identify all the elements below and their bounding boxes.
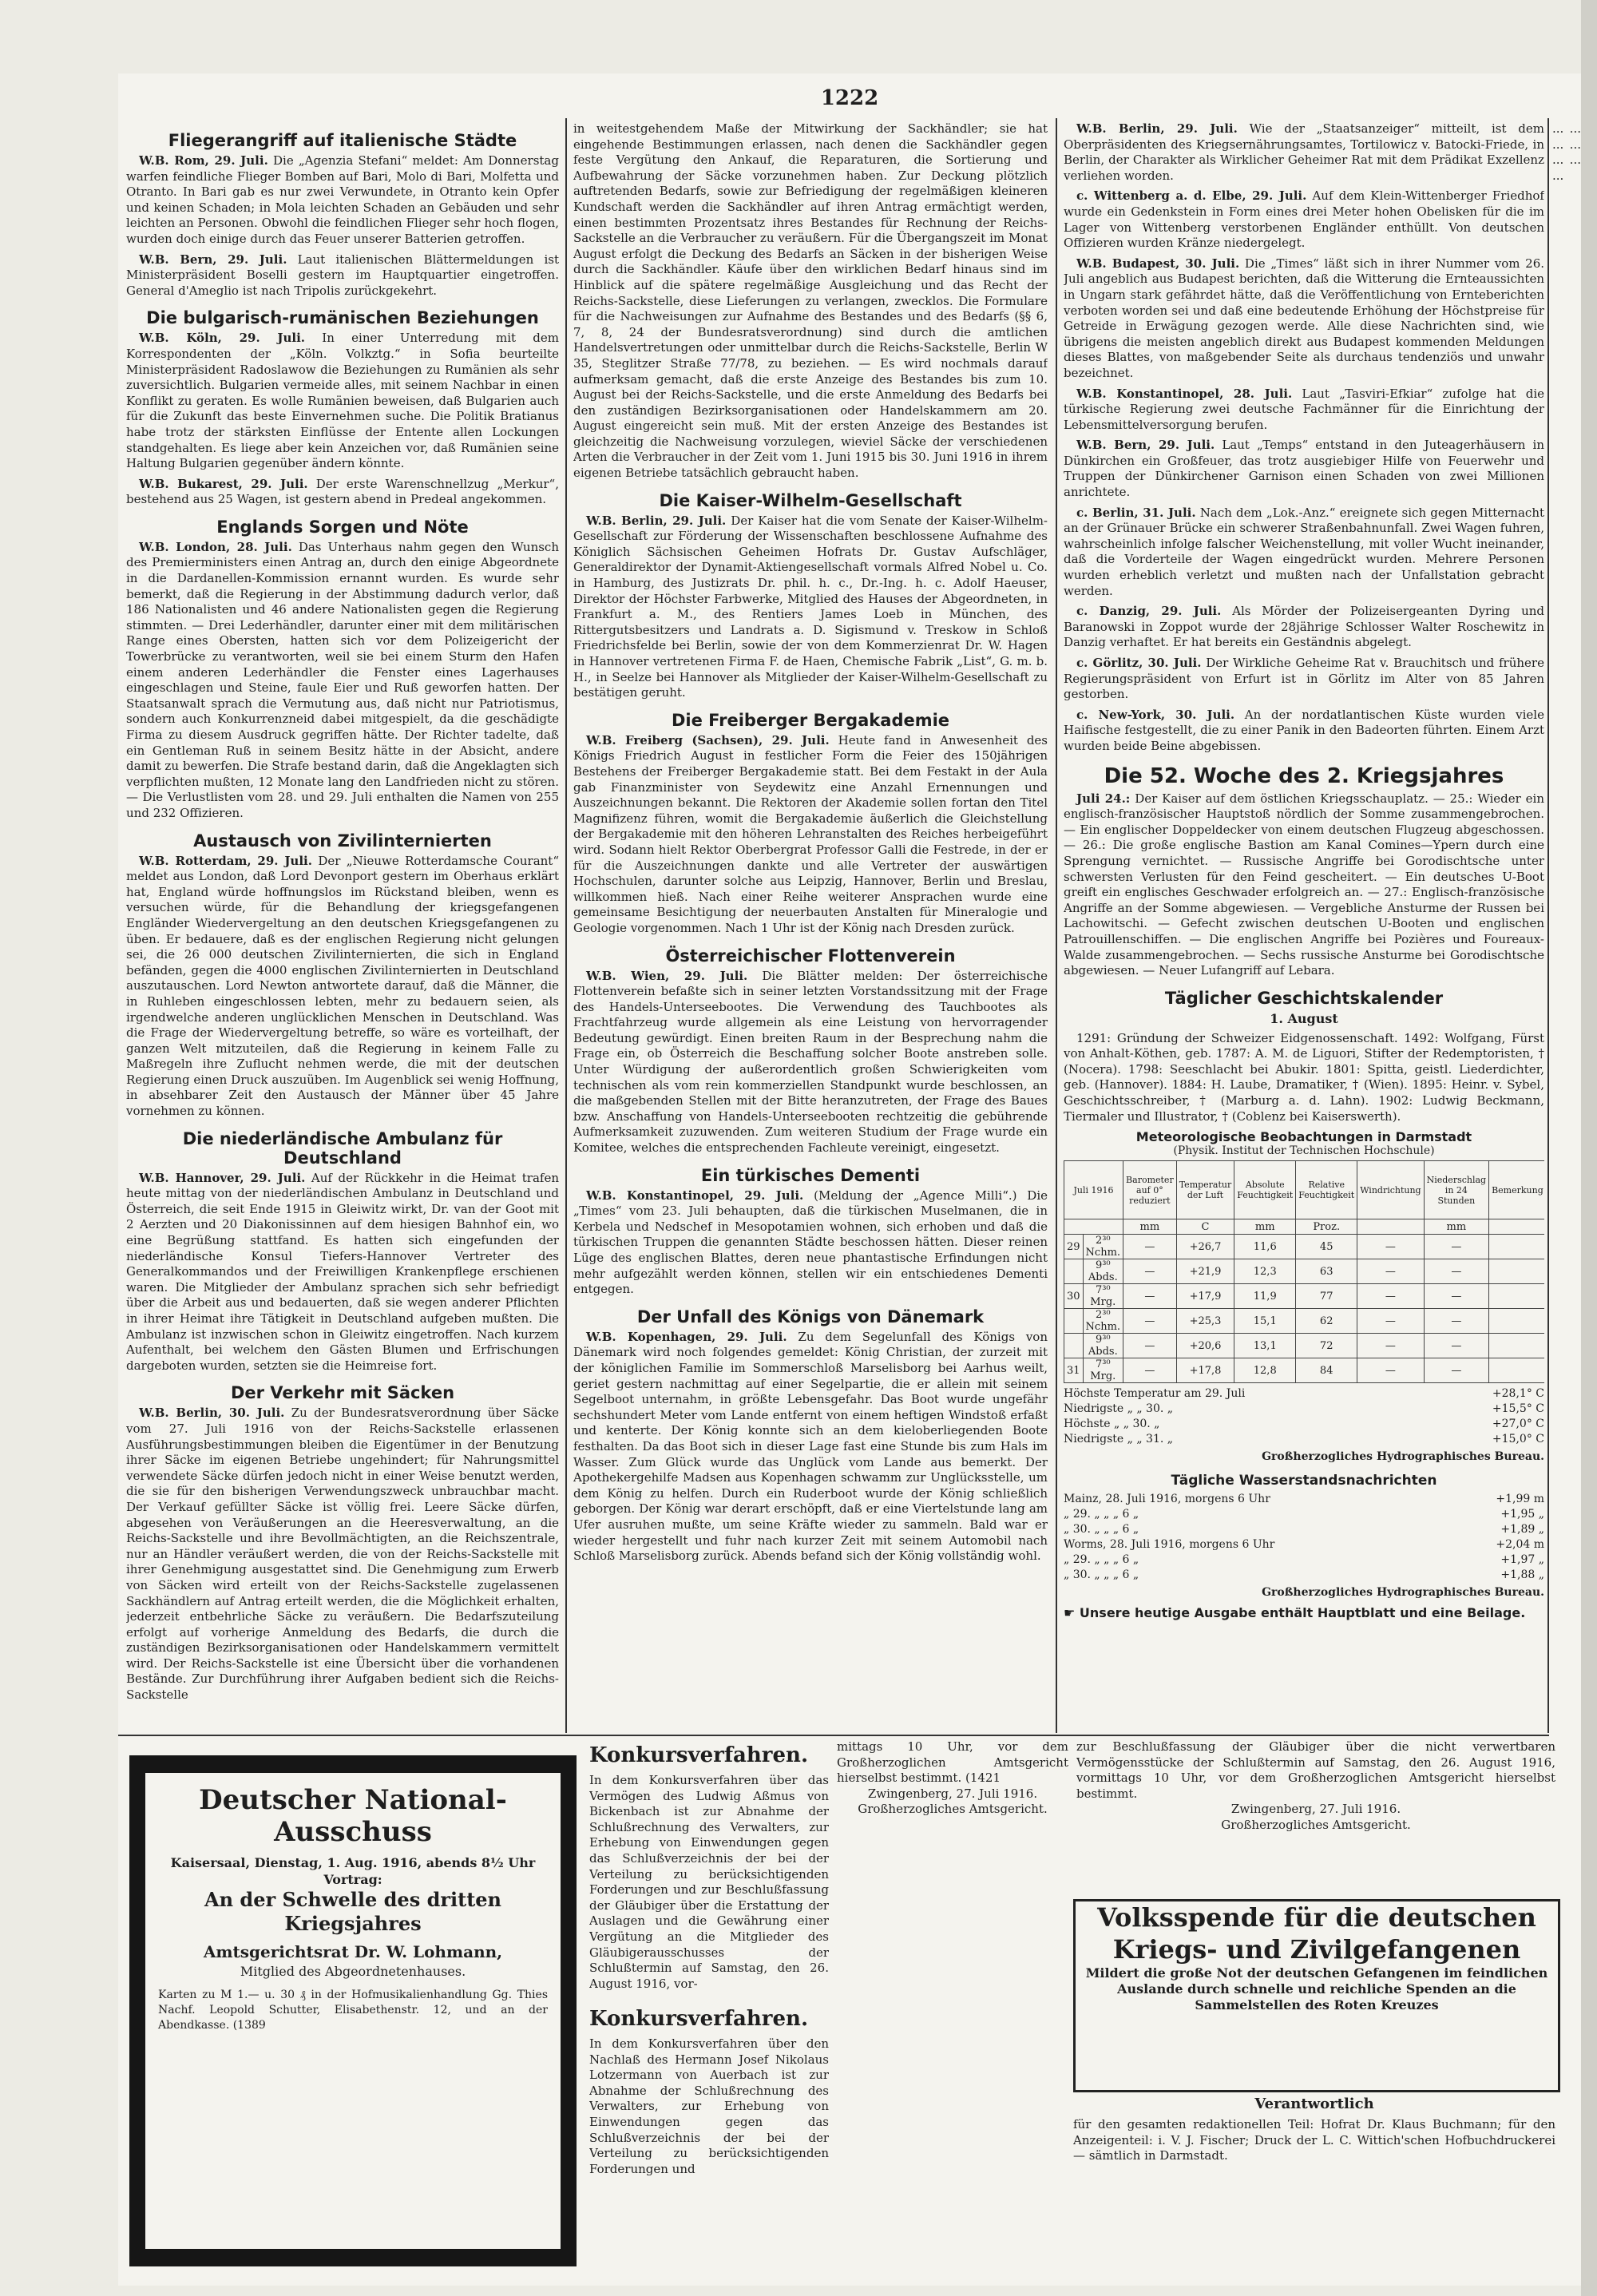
table-cell: — <box>1424 1235 1488 1259</box>
dateline: c. Danzig, 29. Juli. <box>1076 604 1222 619</box>
table-cell: — <box>1123 1358 1177 1383</box>
extreme-value: +15,0° C <box>1492 1433 1544 1446</box>
dateline: c. New-York, 30. Juli. <box>1076 707 1235 722</box>
notice-place: Zwingenberg, 27. Juli 1916. <box>867 1786 1038 1801</box>
table-cell: +17,9 <box>1176 1284 1234 1309</box>
table-cell: 72 <box>1296 1334 1357 1358</box>
water-level-label: „ 29. „ „ „ 6 „ <box>1064 1553 1139 1567</box>
dateline: W.B. Bern, 29. Juli. <box>139 252 287 267</box>
table-unit: C <box>1176 1219 1234 1235</box>
volksspende-text: Mildert die große Not der deutschen Gefangenen im feindlichen Auslande durch schnelle und reichliche Spenden an die Sammelstellen des Roten Kreuzes <box>1085 1965 1548 2012</box>
table-cell: 7³⁰ Mrg. <box>1083 1284 1123 1309</box>
table-cell: — <box>1357 1235 1424 1259</box>
speaker-title: Mitglied des Abgeordnetenhauses. <box>240 1964 466 1979</box>
meteorology-table <box>1064 1160 1544 1383</box>
notice-title: Konkursverfahren. <box>589 2007 809 2031</box>
article-paragraph <box>126 477 559 508</box>
table-cell: 11,6 <box>1234 1235 1296 1259</box>
notice-text: In dem Konkursverfahren über das Vermögen des Ludwig Aßmus von Bickenbach ist zur Abnahme der Schlußrechnung des Verwalters, zur Erhebung von Einwendungen gegen das Schlußverzeichnis der bei der Verteilung zu berücksichtigenden Forderungen und zur Beschlußfassung der Gläubiger über die Erstattung der Auslagen und die Gewährung einer Vergütung an die Mitglieder des Gläubigerausschusses der Schlußtermin auf Samstag, den 26. August 1916, vor- <box>589 1773 829 1991</box>
table-cell <box>1064 1334 1084 1358</box>
paragraph-text: An der nordatlantischen Küste wurden viele Haifische festgestellt, die zu einer Panik in den Badeorten führten. Einem Arzt wurden beide Beine abgebissen. <box>1064 707 1544 753</box>
table-cell: 9³⁰ Abds. <box>1083 1259 1123 1284</box>
article-headline: Der Unfall des Königs von Dänemark <box>636 1307 985 1326</box>
table-cell <box>1489 1284 1544 1309</box>
ad-venue: Kaisersaal, Dienstag, 1. Aug. 1916, abends 8½ Uhr <box>170 1855 536 1870</box>
table-unit <box>1357 1219 1424 1235</box>
table-cell: 12,3 <box>1234 1259 1296 1284</box>
article-headline: Die niederländische Ambulanz für Deutschland <box>182 1128 503 1168</box>
bankruptcy-notice-2 <box>589 2003 829 2282</box>
table-cell: +26,7 <box>1176 1235 1234 1259</box>
dateline: W.B. Berlin, 29. Juli. <box>586 513 727 528</box>
article-paragraph <box>126 1406 559 1703</box>
table-cell: 15,1 <box>1234 1309 1296 1334</box>
table-unit <box>1489 1219 1544 1235</box>
bankruptcy-notice-1 <box>589 1739 829 2003</box>
dateline: W.B. Budapest, 30. Juli. <box>1076 256 1240 271</box>
cut-off-text: ... ... ... ... ... ... ... <box>1552 121 1581 183</box>
paragraph-text: Das Unterhaus nahm gegen den Wunsch des Premierministers einen Antrag an, durch den einige Abgeordnete in die Dardanellen-Kommission ernannt wurden. Es wurde sehr bemerkt, daß die Regierung in der Abstimmung dadurch verlor, daß 186 Nationalisten und 46 andere Nationalisten gegen die Regierung stimmten. — Drei Lederhändler, darunter einer mit dem militärischen Range eines Obersten, hatten sich vor dem Polizeigericht der Towerbrücke zu verantworten, weil sie bei einem Sturm den Hafen einem anderen Lederhändler die Fenster eines Lagerhauses eingeschlagen und Steine, faule Eier und Ruß geworfen hatten. Der Staatsanwalt sprach die Vermutung aus, daß nicht nur Patriotismus, sondern auch Konkurrenzneid dabei mitgespielt, da die geschädigte Firma zu diesem Ausdruck gegriffen hätte. Der Richter tadelte, daß ein Gentleman Ruß in seinem Besitz hätte in der Absicht, andere damit zu bewerfen. Die Strafe bestand darin, daß die Angeklagten sich verpflichten mußten, 12 Monate lang den Landfrieden nicht zu stören. — Die Verlustlisten vom 28. und 29. Juli enthalten die Namen von 255 und 232 Offizieren. <box>126 539 559 820</box>
notice-text: zur Beschlußfassung der Gläubiger über die nicht verwertbaren Vermögensstücke der Schlußtermin auf Samstag, den 26. August 1916, vormittags 10 Uhr, vor dem Großherzoglichen Amtsgericht hierselbst bestimmt. <box>1076 1739 1555 1801</box>
dateline: W.B. Konstantinopel, 28. Juli. <box>1076 386 1293 401</box>
table-cell <box>1489 1259 1544 1284</box>
table-unit: Proz. <box>1296 1219 1357 1235</box>
table-cell: 45 <box>1296 1235 1357 1259</box>
article-headline: Der Verkehr mit Säcken <box>230 1383 455 1403</box>
article-paragraph <box>1064 256 1544 382</box>
dateline: W.B. Rotterdam, 29. Juli. <box>139 853 312 868</box>
volksspende-title-1: Volksspende für die deutschen <box>1097 1902 1536 1933</box>
table-cell: 77 <box>1296 1284 1357 1309</box>
paragraph-text: Nach dem „Lok.-Anz.“ ereignete sich gegen Mitternacht an der Grünauer Brücke ein schwerer Straßenbahnunfall. Zwei Wagen fuhren, wahrscheinlich infolge falscher Weichenstellung, mit voller Wucht ineinander, daß die Vorderteile der Wagen eingedrückt wurden. Mehrere Personen wurden erheblich verletzt und mußten nach der Unfallstation gebracht werden. <box>1064 505 1544 598</box>
table-cell: 2³⁰ Nchm. <box>1083 1235 1123 1259</box>
article-paragraph <box>126 153 559 248</box>
table-cell: — <box>1357 1309 1424 1334</box>
section-divider <box>118 1735 1549 1736</box>
article-headline: Englands Sorgen und Nöte <box>216 517 469 537</box>
article-headline: Die bulgarisch-rumänischen Beziehungen <box>146 308 539 328</box>
water-level-title: Tägliche Wasserstandsnachrichten <box>1171 1473 1437 1489</box>
table-cell: — <box>1123 1284 1177 1309</box>
paragraph-text: Der Kaiser hat die vom Senate der Kaiser-Wilhelm-Gesellschaft zur Förderung der Wissenschaften beschlossene Aufnahme des Königlich Sächsischen Geheimen Hofrats Dr. Gustav Aufschläger, Generaldirektor der Dynamit-Aktiengesellschaft vormals Alfred Nobel u. Co. in Hamburg, des Justizrats Dr. phil. h. c., Dr.-Ing. h. c. Adolf Haeuser, Direktor der Höchster Farbwerke, Mitglied des Hauses der Abgeordneten, in Frankfurt a. M., des Rentiers James Loeb in München, des Rittergutsbesitzers und Landrats a. D. Sigismund v. Treskow in Schloß Friedrichsfelde bei Berlin, sowie der von dem Kommerzienrat Dr. W. Hagen in Hannover vertretenen Firma F. de Haen, Chemische Fabrik „List“, G. m. b. H., in Seelze bei Hannover als Mitglieder der Kaiser-Wilhelm-Gesellschaft zu bestätigen geruht. <box>573 513 1048 700</box>
bureau-signature: Großherzogliches Hydrographisches Bureau. <box>1262 1450 1544 1464</box>
speaker-name: Amtsgerichtsrat Dr. W. Lohmann, <box>203 1942 503 1961</box>
table-cell: 29 <box>1064 1235 1084 1259</box>
paragraph-text: Die „Agenzia Stefani“ meldet: Am Donnerstag warfen feindliche Flieger Bomben auf Bari, Molo di Bari, Molfetta und Otranto. In Bari gab es nur zwei Verwundete, in Otranto kein Opfer und keinen Schaden; in Mola leichten Schaden an Gebäuden und sehr leichten an Personen. Obwohl die feindlichen Flieger sehr hoch flogen, wurden doch einige durch das Feuer unserer Batterien getroffen. <box>126 153 559 246</box>
water-level-value: +1,97 „ <box>1500 1553 1544 1567</box>
notice-court: Großherzogliches Amtsgericht. <box>858 1802 1048 1817</box>
water-level-section <box>1064 1473 1544 1620</box>
scan-edge <box>1581 0 1597 2296</box>
table-unit <box>1064 1219 1123 1235</box>
meteorology-subtitle: (Physik. Institut der Technischen Hochschule) <box>1173 1144 1435 1158</box>
column-divider <box>1547 118 1549 1733</box>
article-paragraph <box>573 969 1048 1156</box>
dateline: W.B. Bukarest, 29. Juli. <box>139 476 308 491</box>
table-header: Temperatur der Luft <box>1176 1161 1234 1219</box>
table-header: Juli 1916 <box>1064 1161 1123 1219</box>
paragraph-text: Der Kaiser auf dem östlichen Kriegsschauplatz. — 25.: Wieder ein englisch-französischer Hauptstoß nördlich der Somme zusammengebrochen. — Ein englischer Doppeldecker von einem deutschen Flugzeug abgeschossen. — 26.: Die große englische Bastion am Kanal Comines—Ypern durch eine Sprengung vernichtet. — Russische Angriffe bei Gorodischtsche unter schwersten Verlusten für den Feind gescheitert. — Ein deutsches U-Boot greift ein englisches Geschwader erfolgreich an. — 27.: Englisch-französische Angriffe an der Somme abgewiesen. — Vergebliche Ansturme der Russen bei Lachowitschi. — Gefecht zwischen deutschen U-Booten und englischen Patrouillenschiffen. — Die englischen Angriffe bei Pozières und Foureaux-Walde zusammengebrochen. — Sechs russische Ansturme bei Gorodischtsche abgewiesen. — Neuer Lufangriff auf Lebara. <box>1064 791 1544 978</box>
paragraph-text: Auf der Rückkehr in die Heimat trafen heute mittag von der niederländischen Ambulanz in Deutschland und Österreich, die seit Ende 1915 in Gleiwitz wirkt, Dr. van der Goot mit 2 Aerzten und 20 Diakonissinnen auf dem hiesigen Bahnhof ein, wo eine Begrüßung stattfand. Es hatten sich eingefunden der niederländische Konsul Tiefers-Hannover Vertreter des Generalkommandos und der Freiwilligen Krankenpflege erschienen waren. Die Mitglieder der Ambulanz sprachen sich sehr befriedigt über die Arbeit aus und bedauerten, daß sie wegen anderer Pflichten in ihrer Heimat ihre Tätigkeit in Deutschland aufgeben mußten. Die Ambulanz ist inzwischen schon in Gleiwitz eingetroffen. Nach kurzem Aufenthalt, bei welchem den Gästen Blumen und Erfrischungen dargeboten wurden, setzten sie die Heimreise fort. <box>126 1170 559 1373</box>
table-cell: +17,8 <box>1176 1358 1234 1383</box>
table-cell: 2³⁰ Nchm. <box>1083 1309 1123 1334</box>
notice-text: In dem Konkursverfahren über den Nachlaß des Hermann Josef Nikolaus Lotzermann von Auerbach ist zur Abnahme der Schlußrechnung des Verwalters, zur Erhebung von Einwendungen gegen das Schlußverzeichnis der bei der Verteilung zu berücksichtigenden Forderungen und <box>589 2036 829 2176</box>
article-paragraph <box>126 854 559 1120</box>
article-paragraph <box>573 514 1048 701</box>
dateline: Juli 24.: <box>1076 791 1131 806</box>
dateline: c. Wittenberg a. d. Elbe, 29. Juli. <box>1076 188 1307 204</box>
table-row <box>1064 1358 1545 1383</box>
table-cell: — <box>1357 1284 1424 1309</box>
table-cell: 84 <box>1296 1358 1357 1383</box>
dateline: W.B. Freiberg (Sachsen), 29. Juli. <box>586 732 830 747</box>
table-cell: — <box>1424 1334 1488 1358</box>
water-level-row <box>1064 1492 1544 1507</box>
water-level-row <box>1064 1537 1544 1552</box>
article-paragraph <box>1064 506 1544 600</box>
article-headline: Die Freiberger Bergakademie <box>671 710 950 730</box>
water-level-value: +1,88 „ <box>1500 1568 1544 1582</box>
ticket-info: Karten zu M 1.— u. 30 ₰ in der Hofmusikalienhandlung Gg. Thies Nachf. Leopold Schutter, Elisabethenstr. 12, und an der Abendkasse. (1389 <box>158 1989 548 2032</box>
table-cell: — <box>1424 1309 1488 1334</box>
table-header: Niederschlag in 24 Stunden <box>1424 1161 1488 1219</box>
article-paragraph <box>126 1171 559 1374</box>
cut-off-column <box>1552 121 1581 1733</box>
extreme-row <box>1064 1386 1544 1402</box>
ad-title: Deutscher National-Ausschuss <box>199 1784 507 1848</box>
column-1 <box>126 121 559 1733</box>
table-cell: — <box>1424 1284 1488 1309</box>
newspaper-page <box>118 73 1581 2286</box>
court-notice-resolution <box>1076 1739 1555 1891</box>
paragraph-text: In einer Unterredung mit dem Korrespondenten der „Köln. Volkztg.“ in Sofia beurteilte Ministerpräsident Radoslawow die Beziehungen zu Rumänien als sehr zuversichtlich. Bulgarien vermeide alles, mit seinem Nachbar in einen Konflikt zu geraten. Es wolle Rumänien beweisen, daß Bulgarien auch für die Zukunft das beste Einvernehmen suche. Die Politik Bratianus habe trotz der stärksten Einflüsse der Entente allen Lockungen standgehalten. Es liege aber kein Anzeichen vor, daß Rumänien seine Haltung Bulgarien gegenüber ändern könnte. <box>126 331 559 471</box>
volksspende-title-2: Kriegs- und Zivilgefangenen <box>1112 1934 1521 1965</box>
dateline: W.B. Hannover, 29. Juli. <box>139 1170 306 1185</box>
water-level-label: Worms, 28. Juli 1916, morgens 6 Uhr <box>1064 1538 1275 1552</box>
extreme-row <box>1064 1402 1544 1417</box>
table-row <box>1064 1259 1545 1284</box>
continued-text: in weitestgehendem Maße der Mitwirkung der Sackhändler; sie hat eingehende Bestimmungen erlassen, nach denen die Sackhändler gegen feste Vergütung den Ankauf, die Reparaturen, die Sortierung und Aufbewahrung der Säcke vorzunehmen haben. Zur Deckung plötzlich auftretenden Bedarfs, sowie zur Befriedigung der regelmäßigen kleineren Kundschaft werden die Sackhändler auf ihren Antrag ermächtigt werden, einen bestimmten Prozentsatz ihres Bestandes für Rechnung der Reichs-Sackstelle an die Verbraucher zu veräußern. Für die Übergangszeit im Monat August erfolgt die Deckung des Bedarfs an Säcken in der bisherigen Weise durch die Sackhändler. Käufe über den wirklichen Bedarf hinaus sind im Hinblick auf die spätere regelmäßige Ausgleichung und das Recht der Reichs-Sackstelle, diese Lieferungen zu verlangen, zwecklos. Die Formulare für die Nachweisungen zur Aufnahme des Bestandes und des Bedarfs (§§ 6, 7, 8, 24 der Bundesratsverordnung) sind durch die amtlichen Handelsvertretungen oder unmittelbar durch die Reichs-Sackstelle, Berlin W 35, Steglitzer Straße 77/78, zu beziehen. — Es wird nochmals darauf aufmerksam gemacht, daß die erste Anzeige des Bestandes bis zum 10. August bei der Reichs-Sackstelle, und die erste Anmeldung des Bedarfs bei den zuständigen Bezirksorganisationen oder Handelskammern am 20. August eingereicht sein muß. Mit der ersten Anzeige des Bestandes ist gleichzeitig die Nachweisung vorzulegen, wieviel Säcke der verschiedenen Arten die Verbraucher in der Zeit vom 1. Juni 1915 bis 30. Juni 1916 in ihrem eigenen Betriebe tatsächlich gebraucht haben. <box>573 121 1048 481</box>
table-row <box>1064 1309 1545 1334</box>
dateline: W.B. Rom, 29. Juli. <box>139 153 268 168</box>
notice-court: Großherzogliches Amtsgericht. <box>1221 1817 1411 1832</box>
paragraph-text: Der erste Warenschnellzug „Merkur“, bestehend aus 25 Wagen, ist gestern abend in Predeal angekommen. <box>126 476 559 507</box>
column-2 <box>573 121 1048 1733</box>
dateline: W.B. Konstantinopel, 29. Juli. <box>586 1188 804 1203</box>
temperature-extremes <box>1064 1386 1544 1447</box>
table-unit: mm <box>1424 1219 1488 1235</box>
extreme-value: +27,0° C <box>1492 1418 1544 1431</box>
dateline: W.B. London, 28. Juli. <box>139 539 292 554</box>
paragraph-text: Zu der Bundesratsverordnung über Säcke vom 27. Juli 1916 von der Reichs-Sackstelle erlassenen Ausführungsbestimmungen bleiben die Eigentümer in der Benutzung ihrer Säcke im eigenen Betriebe ungehindert; für Nahrungsmittel verwendete Säcke dürfen jedoch nicht in einer Weise benutzt werden, die sie für den bisherigen Verwendungszweck unbrauchbar macht. Der Verkauf gefüllter Säcke ist völlig frei. Leere Säcke dürfen, abgesehen von Veräußerungen an die Heeresverwaltung, an die Reichs-Sackstelle und ihre Bevollmächtigten, an die Reichszentrale, nur an Händler veräußert werden, die von der Reichs-Sackstelle mit ihrer Genehmigung ausgestattet sind. Die Genehmigung zum Erwerb von Säcken wird erteilt von der Reichs-Sackstelle zugelassenen Sackhändlern auf Antrag erteilt werden, die die Möglichkeit erhalten, jederzeit entbehrliche Säcke zu veräußern. Die Bedarfszuteilung erfolgt auf vorherige Anmeldung des Bedarfs, die durch die zuständigen Bezirksorganisationen oder Handelskammern vermittelt wird. Der Reichs-Sackstelle ist eine Übersicht über die vorhandenen Bestände. Zur Durchführung ihrer Aufgaben bedient sich die Reichs-Sackstelle <box>126 1406 559 1703</box>
table-cell: 63 <box>1296 1259 1357 1284</box>
dateline: W.B. Wien, 29. Juli. <box>586 968 748 983</box>
responsibility-notice <box>1073 2091 1555 2250</box>
national-ausschuss-ad <box>129 1755 577 2266</box>
water-level-label: „ 30. „ „ „ 6 „ <box>1064 1568 1139 1582</box>
paragraph-text: Laut „Temps“ entstand in den Juteagerhäusern in Dünkirchen ein Großfeuer, das trotz ausgiebiger Hilfe von Feuerwehr und Truppen der Dünkirchener Garnison einen Schaden von zwei Millionen anrichtete. <box>1064 438 1544 500</box>
dateline: W.B. Berlin, 29. Juli. <box>1076 121 1238 136</box>
paragraph-text: Die „Times“ läßt sich in ihrer Nummer vom 26. Juli angeblich aus Budapest berichten, daß die Witterung die Ernteaussichten in Ungarn stark gefährdet hätte, daß die Veröffentlichung von Ernteberichten verboten worden sei und daß eine bedeutende Erhöhung der Höchstpreise für Getreide in Erwägung gezogen werde. Alle diese Nachrichten sind, wie übrigens die meisten angeblich direkt aus Budapest kommenden Meldungen dieses Blattes, von maßgebender Seite als durchaus tendenziös und unwahr bezeichnet. <box>1064 256 1544 380</box>
article-paragraph <box>126 252 559 299</box>
extreme-value: +28,1° C <box>1492 1387 1544 1401</box>
extreme-row <box>1064 1432 1544 1447</box>
water-level-label: Mainz, 28. Juli 1916, morgens 6 Uhr <box>1064 1493 1270 1506</box>
table-cell: — <box>1123 1309 1177 1334</box>
article-paragraph <box>126 331 559 471</box>
article-paragraph <box>1064 387 1544 434</box>
lecture-title: An der Schwelle des dritten Kriegsjahres <box>204 1888 501 1935</box>
dateline: W.B. Kopenhagen, 29. Juli. <box>586 1329 787 1344</box>
article-paragraph <box>573 1330 1048 1564</box>
table-unit: mm <box>1123 1219 1177 1235</box>
table-cell: — <box>1123 1334 1177 1358</box>
table-cell <box>1489 1358 1544 1383</box>
table-header: Bemerkung <box>1489 1161 1544 1219</box>
water-level-value: +2,04 m <box>1496 1538 1544 1552</box>
water-level-value: +1,99 m <box>1496 1493 1544 1506</box>
volksspende-ad <box>1073 1899 1560 2092</box>
column-divider <box>1056 118 1057 1733</box>
table-cell: 7³⁰ Mrg. <box>1083 1358 1123 1383</box>
table-cell: — <box>1123 1235 1177 1259</box>
table-cell: +25,3 <box>1176 1309 1234 1334</box>
edition-note-text: Unsere heutige Ausgabe enthält Hauptblatt und eine Beilage. <box>1079 1605 1526 1621</box>
extreme-label: Niedrigste „ „ 30. „ <box>1064 1402 1174 1416</box>
table-header: Absolute Feuchtigkeit <box>1234 1161 1296 1219</box>
article-headline: Die Kaiser-Wilhelm-Gesellschaft <box>659 490 962 510</box>
table-cell: 62 <box>1296 1309 1357 1334</box>
paragraph-text: Als Mörder der Polizeisergeanten Dyring und Baranowski in Zoppot wurde der 28jährige Schlosser Walter Roschewitz in Danzig verhaftet. Er hat bereits ein Geständnis abgelegt. <box>1064 604 1544 650</box>
water-level-value: +1,95 „ <box>1500 1508 1544 1521</box>
ad-label: Vortrag: <box>323 1872 382 1887</box>
notice-title: Konkursverfahren. <box>589 1743 809 1767</box>
article-paragraph <box>1064 1031 1544 1125</box>
water-level-label: „ 30. „ „ „ 6 „ <box>1064 1523 1139 1537</box>
table-cell: 11,9 <box>1234 1284 1296 1309</box>
responsibility-title: Verantwortlich <box>1254 2096 1374 2112</box>
table-cell: — <box>1424 1259 1488 1284</box>
table-cell: 30 <box>1064 1284 1084 1309</box>
paragraph-text: Der Wirkliche Geheime Rat v. Brauchitsch und frühere Regierungspräsident von Erfurt ist in Görlitz im Alter von 85 Jahren gestorben. <box>1064 656 1544 702</box>
table-cell: — <box>1357 1358 1424 1383</box>
table-cell: — <box>1357 1259 1424 1284</box>
article-paragraph <box>1064 604 1544 651</box>
article-paragraph <box>1064 791 1544 979</box>
table-cell <box>1064 1309 1084 1334</box>
table-cell <box>1489 1334 1544 1358</box>
table-cell <box>1489 1235 1544 1259</box>
column-3 <box>1064 121 1544 1733</box>
article-paragraph <box>1064 656 1544 703</box>
water-level-row <box>1064 1568 1544 1583</box>
paragraph-text: Wie der „Staatsanzeiger“ mitteilt, ist dem Oberpräsidenten des Kriegsernährungsamtes, Tortilowicz v. Batocki-Friede, in Berlin, der Charakter als Wirklicher Geheimer Rat mit dem Prädikat Exzellenz verliehen worden. <box>1064 121 1544 183</box>
table-cell: +21,9 <box>1176 1259 1234 1284</box>
paragraph-text: 1291: Gründung der Schweizer Eidgenossenschaft. 1492: Wolfgang, Fürst von Anhalt-Köthen, geb. 1787: A. M. de Liguori, Stifter der Redemptoristen, † (Nocera). 1798: Seeschlacht bei Abukir. 1801: Spitta, geistl. Liederdichter, geb. (Hannover). 1884: H. Laube, Dramatiker, † (Wien). 1895: Heinr. v. Sybel, Geschichtsschreiber, † (Marburg a. d. Lahn). 1902: Ludwig Beckmann, Tiermaler und Illustrator, † (Coblenz bei Kaiserswerth). <box>1064 1030 1544 1124</box>
water-level-row <box>1064 1522 1544 1537</box>
water-level-row <box>1064 1507 1544 1522</box>
dateline: c. Görlitz, 30. Juli. <box>1076 656 1202 670</box>
article-paragraph <box>573 1188 1048 1298</box>
water-level-row <box>1064 1552 1544 1568</box>
extreme-value: +15,5° C <box>1492 1402 1544 1416</box>
article-paragraph <box>1064 121 1544 184</box>
extreme-label: Höchste Temperatur am 29. Juli <box>1064 1387 1246 1401</box>
extreme-row <box>1064 1417 1544 1432</box>
column-divider <box>565 118 567 1733</box>
paragraph-text: Heute fand in Anwesenheit des Königs Friedrich August in festlicher Form die Feier des 150jährigen Bestehens der Freiberger Bergakademie statt. Bei dem Festakt in der Aula gab Finanzminister von Seydewitz eine Anzahl Ernennungen und Auszeichnungen bekannt. Die Rektoren der Akademie sollen fortan den Titel Magnifizenz führen, womit die Bergakademie äußerlich die Gleichstellung der Bergakademie mit den höheren Lehranstalten des Reiches herbeigeführt wird. Sodann hielt Rektor Oberbergrat Professor Galli die Festrede, in der er für die Auszeichnungen dankte und alle Vertreter der auswärtigen Hochschulen, darunter solche aus Leipzig, Hannover, Berlin und Breslau, willkommen hieß. Nach einer Reihe weiterer Ansprachen wurde eine gemeinsame Besichtigung der neuerbauten Anstalten für Mineralogie und Geologie vorgenommen. Nach 1 Uhr ist der König nach Dresden zurück. <box>573 732 1048 935</box>
paragraph-text: (Meldung der „Agence Milli“.) Die „Times“ vom 23. Juli behaupten, daß die türkischen Muselmanen, die in Kerbela und Nedschef in Mesopotamien wohnen, sich erhoben und daß die türkischen Truppen die genannten Städte beschossen hätten. Dieser reinen Lüge des englischen Blattes, deren neue phantastische Erfindungen nicht mehr aufgezählt werden können, stellen wir ein entschiedenes Dementi entgegen. <box>573 1188 1048 1297</box>
paragraph-text: Laut italienischen Blättermeldungen ist Ministerpräsident Boselli gestern im Hauptquartier eingetroffen. General d'Ameglio ist nach Tripolis zurückgekehrt. <box>126 252 559 298</box>
bureau-signature: Großherzogliches Hydrographisches Bureau. <box>1262 1586 1544 1600</box>
responsibility-text: für den gesamten redaktionellen Teil: Hofrat Dr. Klaus Buchmann; für den Anzeigenteil: i. V. J. Fischer; Druck der L. C. Wittich'schen Hofbuchdruckerei — sämtlich in Darmstadt. <box>1073 2117 1555 2163</box>
calendar-date: 1. August <box>1270 1010 1338 1026</box>
dateline: W.B. Berlin, 30. Juli. <box>139 1406 285 1421</box>
table-cell: 12,8 <box>1234 1358 1296 1383</box>
article-headline: Ein türkisches Dementi <box>700 1165 921 1185</box>
edition-note: ☛ Unsere heutige Ausgabe enthält Hauptblatt und eine Beilage. <box>1064 1605 1526 1621</box>
page-number: 1222 <box>820 86 879 110</box>
paragraph-text: Zu dem Segelunfall des Königs von Dänemark wird noch folgendes gemeldet: König Christian, der zurzeit mit der königlichen Familie im Sommerschloß Marselisborg bei Aarhus weilt, geriet gestern nachmittag auf einer Segelpartie, die er allein mit seinem Segelboot unternahm, in größte Lebensgefahr. Das Boot wurde ungefähr sechshundert Meter vom Lande entfernt von einem heftigen Windstoß erfaßt und kenterte. Der König konnte sich an dem kieloberliegenden Boote festhalten. Da das Boot sich in dieser Lage fast eine Stunde bis zum Hals im Wasser. Zum Glück wurde das Unglück vom Lande aus bemerkt. Der Apothekergehilfe Madsen aus Kopenhagen schwamm zur Unglücksstelle, um dem König zu helfen. Durch ein Ruderboot wurde der König schließlich geborgen. Der König war derart erschöpft, daß er eine Viertelstunde lang am Ufer ausruhen mußte, um seine Kräfte wieder zu sammeln. Bald war er wieder hergestellt und fuhr nach kurzer Zeit mit seinem Automobil nach Schloß Marselisborg zurück. Abends befand sich der König vollständig wohl. <box>573 1329 1048 1564</box>
meteorology-section <box>1064 1129 1544 1463</box>
meteorology-title: Meteorologische Beobachtungen in Darmstadt <box>1135 1129 1472 1145</box>
dateline: W.B. Köln, 29. Juli. <box>139 331 306 346</box>
notice-place: Zwingenberg, 27. Juli 1916. <box>1230 1802 1401 1817</box>
table-cell: — <box>1123 1259 1177 1284</box>
water-level-value: +1,89 „ <box>1500 1523 1544 1537</box>
extreme-label: Niedrigste „ „ 31. „ <box>1064 1433 1174 1446</box>
paragraph-text: Die Blätter melden: Der österreichische Flottenverein befaßte sich in seiner letzten Vorstandssitzung mit der Frage des Handels-Unterseebootes. Die Verwendung des Tauchbootes als Frachtfahrzeug wurde allgemein als eine Leistung von hervorragender Bedeutung gewürdigt. Einen breiten Raum in der Besprechung nahm die Frage ein, ob Österreich die Beschaffung solcher Boote anstreben solle. Unter Würdigung der außerordentlich großen Schwierigkeiten vom technischen als vom rein kommerziellen Standpunkt wurde beschlossen, an die maßgebenden Stellen mit der Bitte heranzutreten, der Frage des Baues bzw. Anschaffung von Handels-Unterseebooten rechtzeitig die gebührende Aufmerksamkeit zuzuwenden. Zum weiteren Studium der Frage wurde ein Komitee, welches die entsprechenden Fachleute vereinigt, eingesetzt. <box>573 968 1048 1156</box>
table-row <box>1064 1334 1545 1358</box>
table-header: Relative Feuchtigkeit <box>1296 1161 1357 1219</box>
notice-text: mittags 10 Uhr, vor dem Großherzoglichen Amtsgericht hierselbst bestimmt. (1421 <box>837 1739 1068 1786</box>
table-header: Windrichtung <box>1357 1161 1424 1219</box>
article-headline: Täglicher Geschichtskalender <box>1164 988 1444 1008</box>
table-cell: — <box>1424 1358 1488 1383</box>
article-paragraph <box>1064 188 1544 251</box>
table-cell: 31 <box>1064 1358 1084 1383</box>
article-headline: Die 52. Woche des 2. Kriegsjahres <box>1104 763 1504 788</box>
table-cell: 13,1 <box>1234 1334 1296 1358</box>
table-header: Barometer auf 0° reduziert <box>1123 1161 1177 1219</box>
table-cell <box>1489 1309 1544 1334</box>
article-headline: Österreichischer Flottenverein <box>665 946 956 966</box>
table-row <box>1064 1235 1545 1259</box>
table-row <box>1064 1284 1545 1309</box>
article-paragraph <box>573 733 1048 937</box>
paragraph-text: Laut „Tasviri-Efkiar“ zufolge hat die türkische Regierung zwei deutsche Fachmänner für die Einrichtung der Lebensmittelversorgung berufen. <box>1064 386 1544 432</box>
table-cell: — <box>1357 1334 1424 1358</box>
water-level-label: „ 29. „ „ „ 6 „ <box>1064 1508 1139 1521</box>
dateline: c. Berlin, 31. Juli. <box>1076 505 1196 520</box>
extreme-label: Höchste „ „ 30. „ <box>1064 1418 1160 1431</box>
article-paragraph <box>1064 708 1544 755</box>
advertisement-area <box>118 1739 1581 2286</box>
table-unit: mm <box>1234 1219 1296 1235</box>
paragraph-text: Auf dem Klein-Wittenberger Friedhof wurde ein Gedenkstein in Form eines drei Meter hohen Obelisken für die im Lager von Wittenberg verstorbenen Engländer enthüllt. Von deutschen Offizieren wurden Kränze niedergelegt. <box>1064 188 1544 251</box>
court-notice-continuation <box>837 1739 1068 1891</box>
table-cell <box>1064 1259 1084 1284</box>
table-cell: 9³⁰ Abds. <box>1083 1334 1123 1358</box>
article-headline: Austausch von Zivilinternierten <box>193 831 492 851</box>
article-paragraph <box>1064 438 1544 500</box>
article-paragraph <box>126 540 559 822</box>
table-cell: +20,6 <box>1176 1334 1234 1358</box>
article-headline: Fliegerangriff auf italienische Städte <box>168 131 517 150</box>
dateline: W.B. Bern, 29. Juli. <box>1076 438 1215 453</box>
paragraph-text: Der „Nieuwe Rotterdamsche Courant“ meldet aus London, daß Lord Devonport gestern im Oberhaus erklärt hat, England würde hoffnungslos im Rückstand bleiben, wenn es versuchen würde, für die Behandlung der kriegsgefangenen Engländer Wiedervergeltung an den deutschen Kriegsgefangenen zu üben. Er bedauere, daß es der englischen Regierung nicht gelungen sei, die 26 000 deutschen Zivilinternierten, die sich in England befänden, gegen die 4000 englischen Zivilinternierten in Deutschland auszutauschen. Lord Newton antwortete darauf, daß die Männer, die in Ruhleben eingeschlossen lebten, mehr zu bedauern seien, als irgendwelche anderen unglücklichen Menschen in Deutschland. Was die Frage der Wiedervergeltung betreffe, so wäre es vorteilhaft, der ganzen Welt mitzuteilen, daß die Regierung in keinem Falle zu Maßregeln ihre Zuflucht nehmen werde, die mit der deutschen Regierung einen Druck auszuüben. Im Augenblick sei wenig Hoffnung, in absehbarer Zeit den Austausch der Männer über 45 Jahre vornehmen zu können. <box>126 853 559 1119</box>
